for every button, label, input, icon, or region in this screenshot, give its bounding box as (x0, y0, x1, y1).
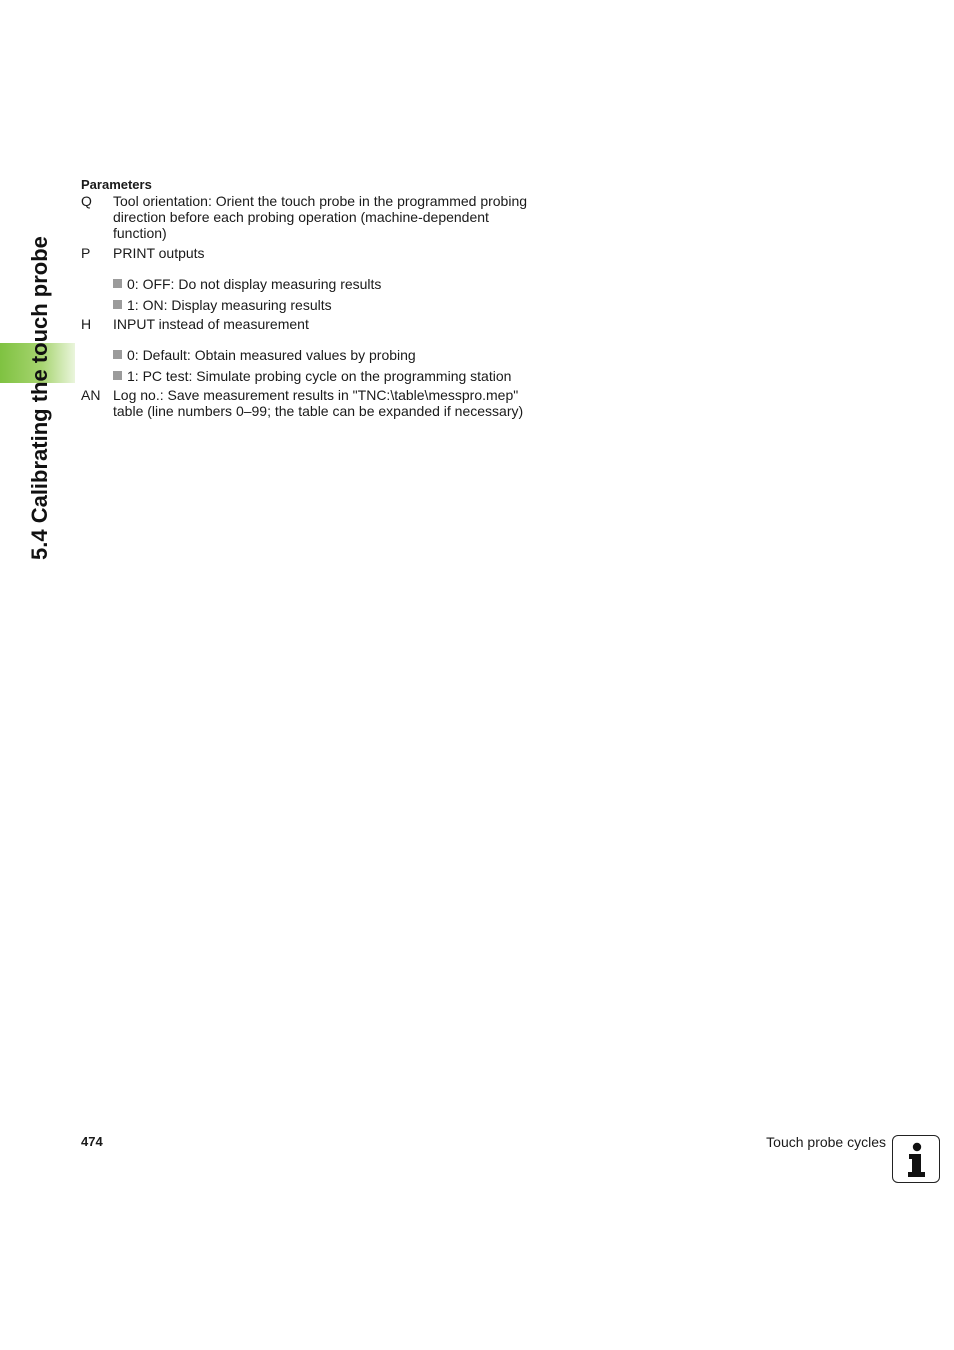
option-item (113, 347, 531, 363)
param-code: AN (81, 387, 101, 403)
info-icon (892, 1135, 940, 1183)
param-description: Tool orientation: Orient the touch probe in the programmed probing direction before each probing operation (machine-dependent function) (113, 193, 528, 241)
option-text: 0: OFF: Do not display measuring results (127, 276, 382, 292)
option-item (113, 297, 531, 313)
bullet-square-icon (113, 300, 122, 309)
param-description: PRINT outputs (113, 245, 205, 261)
param-h (81, 316, 531, 332)
parameters-section (81, 177, 531, 419)
param-code: Q (81, 193, 92, 209)
bullet-square-icon (113, 350, 122, 359)
param-p (81, 245, 531, 261)
option-text: 0: Default: Obtain measured values by probing (127, 347, 416, 363)
footer-chapter: Touch probe cycles (766, 1134, 886, 1150)
option-text: 1: PC test: Simulate probing cycle on the programming station (127, 368, 512, 384)
option-item (113, 276, 531, 292)
param-code: P (81, 245, 91, 261)
page-number: 474 (81, 1134, 103, 1149)
option-item (113, 368, 531, 384)
bullet-square-icon (113, 279, 122, 288)
option-text: 1: ON: Display measuring results (127, 297, 332, 313)
bullet-square-icon (113, 371, 122, 380)
section-heading: Parameters (81, 177, 152, 192)
param-description: Log no.: Save measurement results in "TNC:\table\messpro.mep" table (line numbers 0–99; the table can be expanded if necessary) (113, 387, 524, 419)
param-an (81, 387, 531, 419)
param-code: H (81, 316, 92, 332)
param-q (81, 193, 531, 241)
param-description: INPUT instead of measurement (113, 316, 309, 332)
chapter-title: 5.4 Calibrating the touch probe (27, 236, 52, 560)
